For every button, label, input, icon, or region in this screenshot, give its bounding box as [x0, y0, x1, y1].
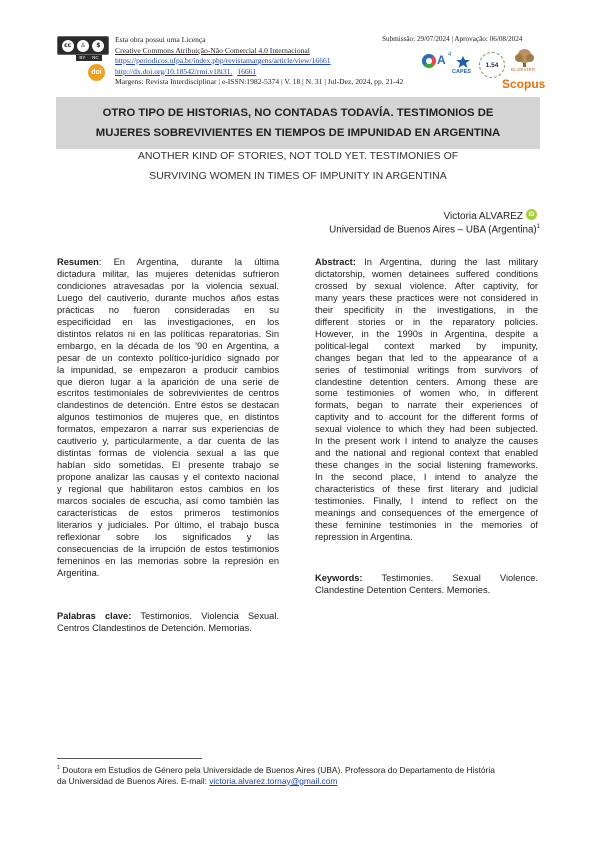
palabras-clave-block — [57, 611, 279, 635]
doi-suffix-link[interactable]: 16661 — [237, 66, 257, 76]
resumen-text: Argentina. — [57, 567, 100, 578]
resumen-text: distintas formas de violencia sexual a las que — [57, 448, 279, 459]
abstract-line — [315, 305, 538, 317]
title-es-line1: OTRO TIPO DE HISTORIAS, NO CONTADAS TODAVÍA. TESTIMONIOS DE — [102, 107, 494, 119]
author-affiliation-line — [329, 224, 540, 235]
abstract-line — [315, 329, 538, 341]
resumen-text: especificidad en las investigaciones, en los — [57, 316, 279, 327]
resumen-text: prácticas no fueron consideradas en su — [57, 304, 279, 315]
resumen-line — [57, 257, 279, 269]
resumen-text: que dieron lugar a la aparición de una serie de — [57, 376, 279, 387]
affiliation-footnote-marker: 1 — [536, 224, 540, 230]
nc-icon: $ — [92, 40, 104, 52]
cc-badge-labels — [76, 55, 102, 61]
resumen-text: la impunidad, se empezaron a producir cambios — [57, 364, 279, 375]
footnote-email-link[interactable]: victoria.alvarez.tornay@gmail.com — [209, 775, 338, 786]
abstract-label: Abstract: — [315, 257, 356, 267]
footnote — [57, 763, 539, 787]
footnote-marker: 1 — [57, 765, 61, 771]
abstract-column — [315, 257, 538, 544]
resumen-text: características de estos primeros testimonios — [57, 508, 279, 519]
abstract-line — [315, 293, 538, 305]
author-name: Victoria ALVAREZ — [443, 211, 523, 222]
resumen-text: marcos sociales de escucha, así como también las — [57, 496, 279, 507]
resumen-line — [57, 412, 279, 424]
capes-logo — [452, 54, 474, 78]
abstract-line — [315, 460, 538, 472]
resumen-text: propone analizar las causas y el contexto nacional — [57, 472, 279, 483]
cc-nc-label: NC — [92, 55, 99, 60]
abstract-text: some testimonies of women who, in different — [315, 388, 538, 399]
abstract-text: sexual violence to which they had been subjected. — [315, 424, 538, 435]
abstract-text: series of testimonial writings from survivors of — [315, 364, 538, 375]
footnote-line1 — [57, 763, 539, 776]
resumen-line — [57, 436, 279, 448]
abstract-line — [315, 472, 538, 484]
resumen-line — [57, 388, 279, 400]
metric-value: 1.54 — [485, 61, 499, 69]
resumen-column — [57, 257, 279, 580]
abstract-text: dictatorship, women detainees suffered conditions — [315, 268, 538, 279]
abstract-text: formats, began to narrate their experiences of — [315, 400, 538, 411]
resumen-line — [57, 544, 279, 556]
cc-license-badge[interactable] — [57, 36, 109, 55]
palabras-clave-line1 — [57, 611, 279, 623]
abstract-text: characteristics of these first literary and judicial — [315, 484, 538, 495]
abstract-line — [315, 520, 538, 532]
abstract-line — [315, 400, 538, 412]
resumen-line — [57, 305, 279, 317]
title-en-line1: ANOTHER KIND OF STORIES, NOT TOLD YET. TESTIMONIES OF — [137, 150, 459, 162]
resumen-text: reflexionar sobre los significados y las — [57, 531, 279, 542]
author-affiliation: Universidad de Buenos Aires – UBA (Argentina) — [329, 224, 537, 236]
qualis-letter: A — [437, 53, 446, 67]
resumen-text: clandestinos de detención. Entre éstos se destacan — [57, 400, 279, 411]
abstract-text: However, in the 1990s in Argentina, despite a — [315, 328, 538, 339]
keywords-block — [315, 573, 538, 597]
resumen-text: Luego del cautiverio, durante muchos años estas — [57, 292, 279, 303]
keywords-label: Keywords: — [315, 573, 363, 583]
abstract-text: political-legal context marked by impunity, — [315, 340, 538, 351]
abstract-text: repression in Argentina. — [315, 531, 413, 542]
palabras-clave-label: Palabras clave: — [57, 611, 132, 621]
palabras-clave-text1: Testimonios. Violencia Sexual. — [131, 611, 279, 621]
resumen-text: escritos testimoniales de sobrevivientes de centros — [57, 388, 279, 399]
scopus-label: Scopus — [502, 77, 546, 91]
abstract-text: many years these practices were not considered in — [315, 292, 538, 303]
palabras-clave-line2: Centros Clandestinos de Detención. Memorias. — [57, 622, 252, 633]
qualis-logo — [420, 52, 456, 78]
title-en-line2: SURVIVING WOMEN IN TIMES OF IMPUNITY IN ARGENTINA — [149, 170, 447, 182]
journal-info: Margens: Revista Interdisciplinar | e-ISSN:1982-5374 | V. 18 | N. 31 | Jul-Dez, 2024, pp. 21-42 — [115, 77, 404, 86]
resumen-text: consecuencias de la irrupción de estos testimonios — [57, 543, 279, 554]
resumen-line — [57, 353, 279, 365]
article-url-link[interactable]: https://periodicos.ufpa.br/index.php/revistamargens/article/view/16661 — [115, 56, 331, 65]
resumen-label: Resumen — [57, 257, 99, 267]
abstract-text: In the second place, I intend to analyze the — [315, 472, 538, 483]
keywords-text1: Testimonies. Sexual Violence. — [362, 573, 538, 583]
resumen-text: : En Argentina, durante la última — [98, 257, 279, 267]
footnote-rule — [57, 758, 202, 759]
abstract-line — [315, 353, 538, 365]
orcid-icon[interactable]: iD — [526, 209, 537, 220]
resumen-text: formatos, empezaron a narrar sus experiencias de — [57, 424, 279, 435]
resumen-line — [57, 400, 279, 412]
title-es-line2: MUJERES SOBREVIVIENTES EN TIEMPOS DE IMPUNIDAD EN ARGENTINA — [95, 127, 501, 139]
abstract-text: crossed by sexual violence. After captivity, for — [315, 280, 538, 291]
abstract-line — [315, 484, 538, 496]
resumen-line — [57, 424, 279, 436]
license-line1: Esta obra possui uma Licença — [115, 35, 206, 44]
abstract-line — [315, 436, 538, 448]
elsevier-tree-icon — [511, 48, 539, 68]
abstract-text: changes began that led to the appearance of a — [315, 352, 538, 363]
resumen-line — [57, 460, 279, 472]
resumen-line — [57, 377, 279, 389]
capes-label: CAPES — [452, 69, 471, 75]
resumen-text: cautiverio y, particularmente, a dar cuenta de las — [57, 436, 279, 447]
doi-icon: doi — [88, 64, 105, 81]
abstract-line — [315, 412, 538, 424]
resumen-text: condiciones atravesadas por la violencia sexual. — [57, 280, 279, 291]
resumen-text: literarios y judiciales. Por último, el trabajo busca — [57, 519, 279, 530]
keywords-line1 — [315, 573, 538, 585]
abstract-text: their specificity in the investigations, in the — [315, 304, 538, 315]
abstract-text: In Argentina, during the last military — [355, 257, 538, 267]
abstract-text: different stories or in the reparatory policies. — [315, 316, 538, 327]
resumen-line — [57, 317, 279, 329]
footnote-text1: Doutora em Estudios de Género pela Universidade de Buenos Aires (UBA). Professora do Departamento de História — [60, 764, 495, 775]
resumen-line — [57, 341, 279, 353]
abstract-line — [315, 269, 538, 281]
elsevier-logo — [511, 48, 539, 74]
metric-badge — [479, 52, 505, 78]
abstract-line — [315, 365, 538, 377]
by-icon: ♙ — [77, 40, 89, 52]
abstract-line — [315, 388, 538, 400]
abstract-line — [315, 317, 538, 329]
resumen-line — [57, 484, 279, 496]
resumen-line — [57, 269, 279, 281]
resumen-line — [57, 281, 279, 293]
footnote-text2: da Universidad de Buenos Aires. E-mail: — [57, 775, 210, 786]
qualis-superscript: 4 — [448, 52, 452, 58]
resumen-text: femeninos en las memorias sobre la represión en — [57, 555, 279, 566]
abstract-line — [315, 496, 538, 508]
abstract-line — [315, 341, 538, 353]
resumen-text: dictadura militar, las mujeres detenidas sufrieron — [57, 268, 279, 279]
resumen-text: algunos testimonios de mujeres que, en distintos — [57, 412, 279, 423]
resumen-line — [57, 556, 279, 568]
qualis-ring-icon — [422, 54, 436, 68]
keywords-line2: Clandestine Detention Centers. Memories. — [315, 584, 491, 595]
elsevier-label: ELSEVIER — [511, 67, 536, 72]
resumen-line — [57, 365, 279, 377]
resumen-text: pesar de un contexto político-jurídico signado por — [57, 352, 279, 363]
abstract-text: these feminine testimonies in the memories of — [315, 519, 538, 530]
cc-by-label: BY — [79, 55, 86, 60]
resumen-line — [57, 448, 279, 460]
license-line2-link[interactable]: Creative Commons Atribuição-Não Comercial 4.0 Internacional — [115, 45, 310, 55]
abstract-line — [315, 448, 538, 460]
doi-link[interactable]: http://dx.doi.org/10.18542/rmi.v18i31. — [115, 66, 233, 76]
abstract-line — [315, 532, 538, 544]
abstract-line — [315, 508, 538, 520]
resumen-text: habían sido sometidas. El presente trabajo se — [57, 460, 279, 471]
submission-dates: Submissão: 29/07/2024 | Aprovação: 06/08/2024 — [382, 35, 523, 43]
abstract-line — [315, 424, 538, 436]
cc-icon: cc — [62, 40, 74, 52]
resumen-line — [57, 532, 279, 544]
resumen-line — [57, 496, 279, 508]
resumen-text: y regional que habilitaron estos cambios en los — [57, 484, 279, 495]
abstract-text: testimonies. Finally, I intend to reflect on the — [315, 496, 538, 507]
abstract-line — [315, 377, 538, 389]
resumen-line — [57, 520, 279, 532]
abstract-text: these changes in the social listening frameworks. — [315, 460, 538, 471]
abstract-text: meanings and consequences of the emergence of — [315, 508, 538, 519]
abstract-line — [315, 281, 538, 293]
capes-star-icon — [456, 55, 470, 67]
abstract-text: captivity and to account for the different forms of — [315, 412, 538, 423]
abstract-line — [315, 257, 538, 269]
resumen-line — [57, 472, 279, 484]
abstract-text: and the national and regional context that enabled — [315, 448, 538, 459]
footnote-line2 — [57, 776, 539, 787]
doi-line — [115, 67, 256, 77]
resumen-text: distintos relatos ni en las políticas reparatorias. Sin — [57, 328, 279, 339]
resumen-line — [57, 568, 279, 580]
resumen-text: embargo, en la década de los ’90 en Argentina, a — [57, 340, 279, 351]
resumen-line — [57, 329, 279, 341]
abstract-text: clandestine detention centers. Among these are — [315, 376, 538, 387]
resumen-line — [57, 293, 279, 305]
abstract-text: In the present work I intend to analyze the causes — [315, 436, 538, 447]
resumen-line — [57, 508, 279, 520]
